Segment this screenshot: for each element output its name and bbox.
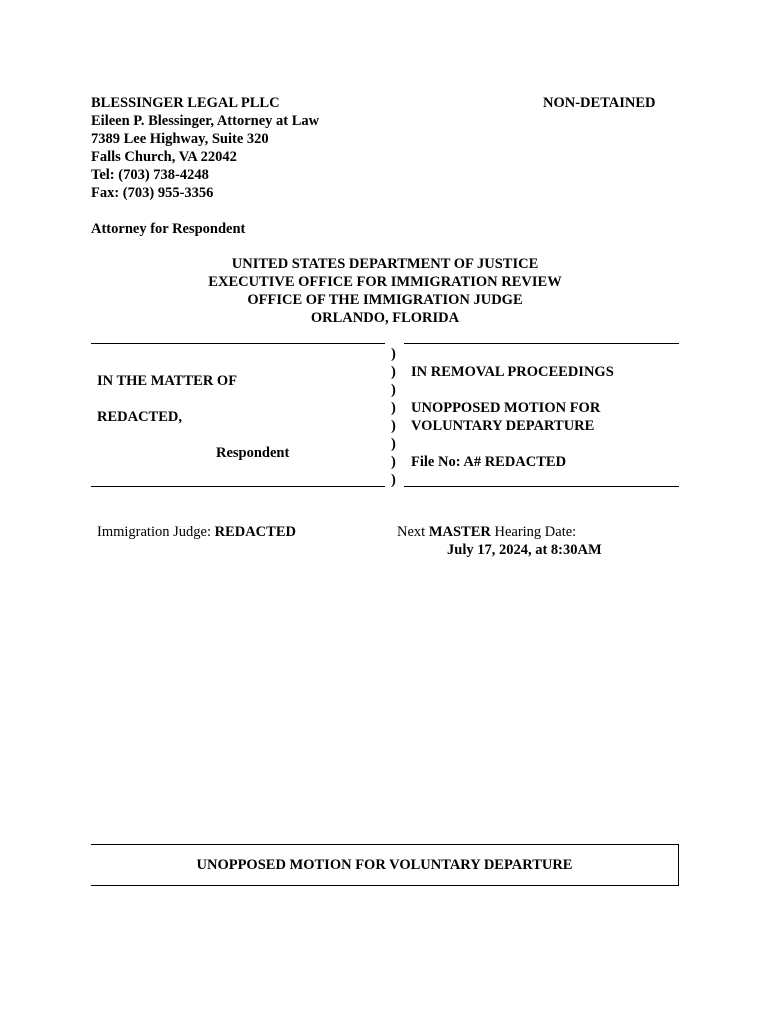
caption-parentheses (391, 345, 396, 489)
in-the-matter-of: IN THE MATTER OF (97, 373, 238, 389)
respondent-name: REDACTED, (97, 409, 182, 425)
paren: ) (391, 436, 396, 452)
motion-title-line2: VOLUNTARY DEPARTURE (411, 418, 595, 434)
firm-address-block (91, 94, 319, 202)
immigration-judge-line (97, 523, 296, 541)
city-state-zip: Falls Church, VA 22042 (91, 149, 237, 165)
attorney-name: Eileen P. Blessinger, Attorney at Law (91, 113, 320, 129)
judge-label: Immigration Judge: (97, 524, 215, 540)
telephone: Tel: (703) 738-4248 (91, 167, 209, 183)
paren: ) (391, 400, 396, 416)
street-address: 7389 Lee Highway, Suite 320 (91, 131, 269, 147)
paren: ) (391, 346, 396, 362)
hearing-date-label: Hearing Date: (490, 524, 577, 540)
master-label: MASTER (428, 524, 491, 540)
document-title: UNOPPOSED MOTION FOR VOLUNTARY DEPARTURE (196, 857, 573, 873)
caption-rule-bottom-left (91, 486, 385, 487)
court-line-eoir: EXECUTIVE OFFICE FOR IMMIGRATION REVIEW (208, 274, 562, 290)
attorney-for-label: Attorney for Respondent (91, 221, 246, 237)
respondent-label: Respondent (216, 445, 290, 461)
caption-rule-top-left (91, 343, 385, 344)
document-title-box (91, 844, 679, 886)
judge-name: REDACTED (214, 524, 296, 540)
caption-rule-bottom-right (404, 486, 679, 487)
court-heading (91, 255, 679, 327)
court-line-doj: UNITED STATES DEPARTMENT OF JUSTICE (231, 256, 539, 272)
next-prefix: Next (397, 524, 429, 540)
file-number: File No: A# REDACTED (411, 454, 567, 470)
court-line-office: OFFICE OF THE IMMIGRATION JUDGE (247, 292, 523, 308)
next-hearing-line (397, 523, 576, 541)
paren: ) (391, 472, 396, 488)
court-line-location: ORLANDO, FLORIDA (310, 310, 460, 326)
paren: ) (391, 382, 396, 398)
paren: ) (391, 364, 396, 380)
caption-rule-top-right (404, 343, 679, 344)
detention-status: NON-DETAINED (543, 95, 656, 111)
paren: ) (391, 418, 396, 434)
motion-title-line1: UNOPPOSED MOTION FOR (411, 400, 601, 416)
fax: Fax: (703) 955-3356 (91, 185, 214, 201)
proceedings-type: IN REMOVAL PROCEEDINGS (411, 364, 614, 380)
hearing-date: July 17, 2024, at 8:30AM (447, 542, 602, 558)
firm-name: BLESSINGER LEGAL PLLC (91, 95, 280, 111)
paren: ) (391, 454, 396, 470)
